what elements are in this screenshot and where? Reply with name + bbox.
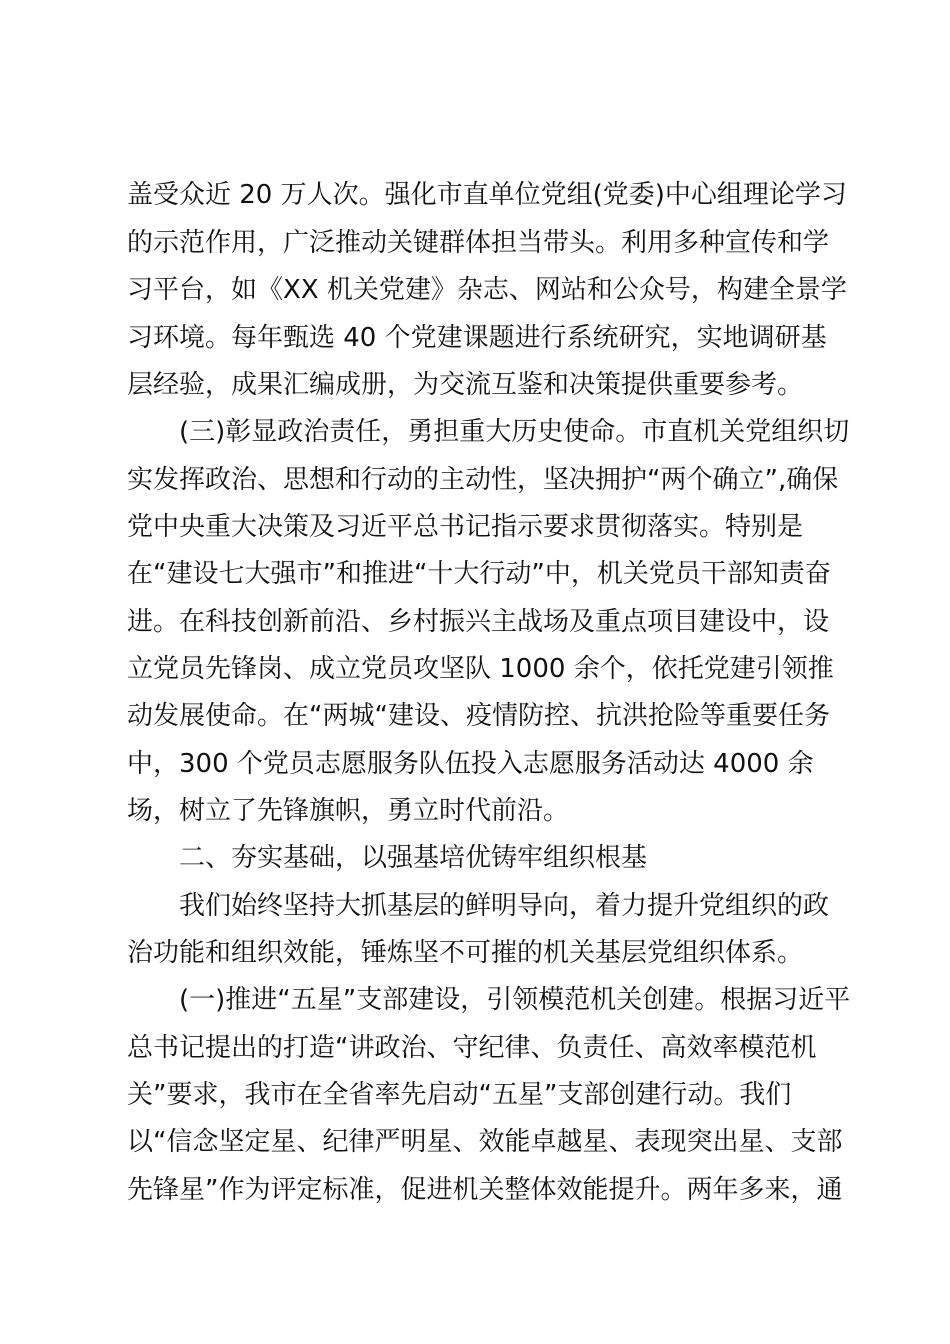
paragraph-start-line: 我们始终坚持大抓基层的鲜明导向，着力提升党组织的政	[179, 891, 830, 921]
text-line: 实发挥政治、思想和行动的主动性，坚决拥护“两个确立”,确保	[127, 465, 839, 495]
text-line: 立党员先锋岗、成立党员攻坚队 1000 余个，依托党建引领推	[127, 654, 834, 684]
text-line: 习平台，如《XX 机关党建》杂志、网站和公众号，构建全景学	[127, 275, 847, 305]
paragraph-start-line: (三)彰显政治责任，勇担重大历史使命。市直机关党组织切	[179, 417, 850, 447]
text-line: 总书记提出的打造“讲政治、守纪律、负责任、高效率模范机	[127, 1033, 817, 1063]
text-line: 层经验，成果汇编成册，为交流互鉴和决策提供重要参考。	[127, 370, 804, 400]
text-line: 的示范作用，广泛推动关键群体担当带头。利用多种宣传和学	[127, 228, 830, 258]
text-line: 党中央重大决策及习近平总书记指示要求贯彻落实。特别是	[127, 512, 804, 542]
text-line: 先锋星”作为评定标准，促进机关整体效能提升。两年多来，通	[127, 1175, 843, 1205]
text-line: 场，树立了先锋旗帜，勇立时代前沿。	[127, 796, 570, 826]
text-line: 治功能和组织效能，锤炼坚不可摧的机关基层党组织体系。	[127, 938, 804, 968]
text-line: 习环境。每年甄选 40 个党建课题进行系统研究，实地调研基	[127, 323, 827, 353]
text-line: 在“建设七大强市”和推进“十大行动”中，机关党员干部知责奋	[127, 559, 831, 589]
text-line: 动发展使命。在“两城“建设、疫情防控、抗洪抢险等重要任务	[127, 701, 830, 731]
text-line: 盖受众近 20 万人次。强化市直单位党组(党委)中心组理论学习	[127, 180, 847, 210]
text-line: 中，300 个党员志愿服务队伍投入志愿服务活动达 4000 余	[127, 749, 814, 779]
text-line: 以“信念坚定星、纪律严明星、效能卓越星、表现突出星、支部	[127, 1127, 843, 1157]
text-line: 关”要求，我市在全省率先启动“五星”支部创建行动。我们	[127, 1080, 792, 1110]
text-line: 进。在科技创新前沿、乡村振兴主战场及重点项目建设中，设	[127, 607, 830, 637]
paragraph-start-line: (一)推进“五星”支部建设，引领模范机关创建。根据习近平	[179, 985, 851, 1015]
section-heading: 二、夯实基础，以强基培优铸牢组织根基	[179, 843, 648, 873]
